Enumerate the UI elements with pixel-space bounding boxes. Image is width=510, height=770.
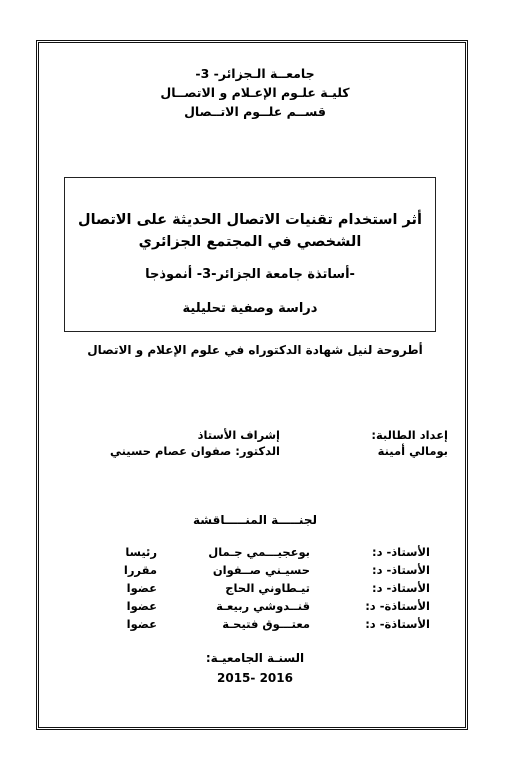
member-role: رئيسا [125,545,157,559]
committee-member [0,598,510,614]
thesis-title-box [64,177,436,332]
committee-member [0,616,510,632]
member-name: قنــدوشي ربيعـة [216,599,310,613]
supervisor-name: الدكتور: صفوان عصام حسيني [109,444,280,458]
supervisor-label: إشراف الأستاذ [197,428,280,442]
academic-year-value: 2016 -2015 [217,671,293,685]
committee-title: لجنـــــة المنـــــاقشة [193,513,317,527]
thesis-purpose: أطروحة لنيل شهادة الدكتوراه في علوم الإعلام و الاتصال [87,343,423,357]
member-role: مقررا [123,563,157,577]
member-role: عضوا [126,617,157,631]
academic-year-block [0,648,510,688]
member-role: عضوا [126,581,157,595]
faculty-name: كليـة علـوم الإعـلام و الاتصــال [160,85,350,100]
member-title: الأستاذة- د: [365,599,430,613]
member-name: معتـــوق فتيحـة [222,617,310,631]
study-type: دراسة وصفية تحليلية [182,301,318,316]
member-role: عضوا [126,599,157,613]
supervisor-block [110,427,280,459]
member-title: الأستاذ- د: [371,545,430,559]
member-name: بوعجيـــمي جـمال [208,545,310,559]
student-label: إعداد الطالبة: [371,428,448,442]
university-name: جامعــة الـجزائر- 3- [195,66,315,81]
member-title: الأستاذ- د: [371,563,430,577]
member-title: الأستاذة- د: [365,617,430,631]
thesis-title: أثر استخدام تقنيات الاتصال الحديثة على الاتصال الشخصي في المجتمع الجزائري [78,212,422,250]
committee-member [0,544,510,560]
academic-year-label: السنـة الجامعيـة: [205,651,305,665]
committee-member [0,580,510,596]
student-name: بومالي أمينة [377,444,448,458]
student-block [371,427,448,459]
university-header [0,64,510,121]
member-name: حسيـني صــفوان [212,563,310,577]
member-name: تيـطاوني الحاج [225,581,310,595]
thesis-subtitle: -أساتذة جامعة الجزائر-3- أنموذجا [145,267,355,282]
committee-member [0,562,510,578]
member-title: الأستاذ- د: [371,581,430,595]
department-name: قســم علــوم الاتــصال [184,104,326,119]
